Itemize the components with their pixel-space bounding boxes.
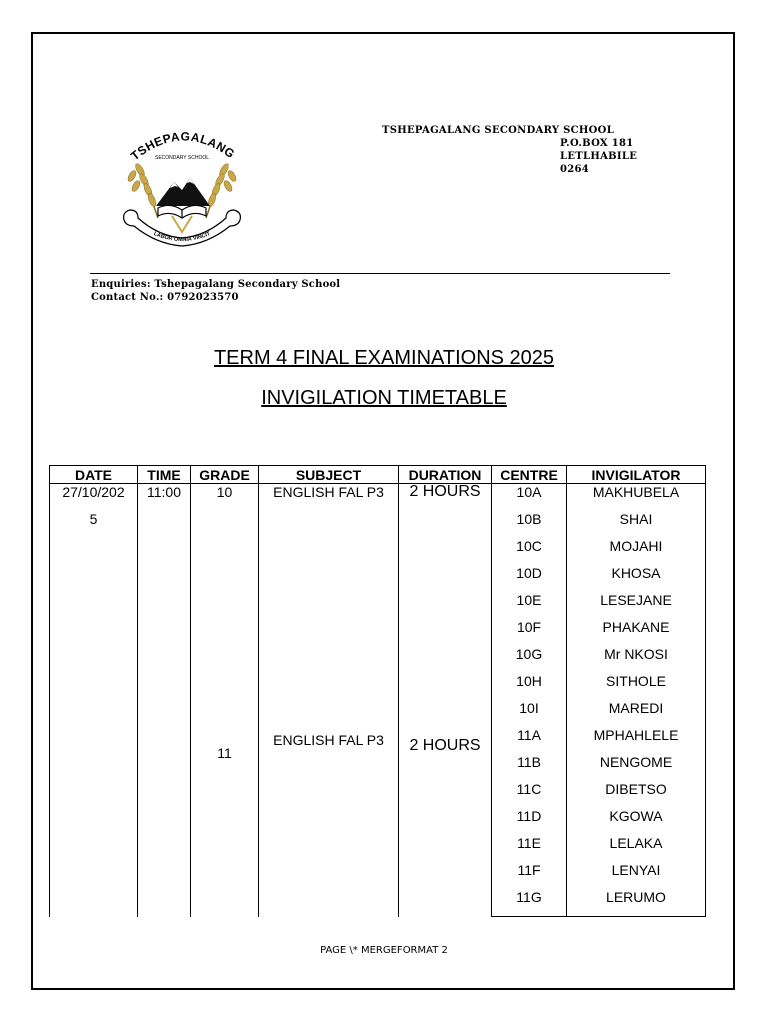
invigilator-cell: Mr NKOSI [567, 646, 706, 673]
enquiries-line: Enquiries: Tshepagalang Secondary School [91, 279, 341, 290]
page-footer: PAGE \* MERGEFORMAT 2 [320, 945, 448, 956]
col-header-centre: CENTRE [492, 466, 567, 484]
invigilator-cell: LESEJANE [567, 592, 706, 619]
mountain-icon [156, 178, 210, 206]
invigilator-cell: DIBETSO [567, 781, 706, 808]
invigilator-cell: MAKHUBELA [567, 484, 706, 512]
duration-11-cell [399, 727, 492, 917]
invigilator-cell: KGOWA [567, 808, 706, 835]
invigilator-cell: LERUMO [567, 889, 706, 917]
duration-10-cell [399, 484, 492, 728]
invigilator-cell: PHAKANE [567, 619, 706, 646]
invigilation-table [49, 465, 706, 917]
page-subtitle: INVIGILATION TIMETABLE [261, 387, 507, 409]
centre-cell: 10G [492, 646, 567, 673]
address-line-2: LETLHABILE [560, 151, 638, 162]
table-row [50, 484, 706, 512]
duration-11: 2 HOURS [409, 737, 481, 754]
subject-11-cell [259, 727, 399, 917]
centre-cell: 10A [492, 484, 567, 512]
invigilator-cell: MAREDI [567, 700, 706, 727]
contact-block [91, 278, 340, 304]
school-logo [118, 128, 246, 250]
col-header-date: DATE [50, 466, 138, 484]
col-header-grade: GRADE [191, 466, 259, 484]
centre-cell: 10E [492, 592, 567, 619]
invigilator-cell: LELAKA [567, 835, 706, 862]
invigilator-cell: SHAI [567, 511, 706, 538]
table-header-row [50, 466, 706, 484]
address-lines [382, 137, 682, 176]
centre-cell: 11F [492, 862, 567, 889]
grade-10-cell: 10 [191, 484, 259, 728]
col-header-time: TIME [138, 466, 191, 484]
col-header-invigilator: INVIGILATOR [567, 466, 706, 484]
logo-sub-text: SECONDARY SCHOOL [155, 155, 209, 161]
subject-11: ENGLISH FAL P3 [273, 732, 384, 748]
time-cell: 11:00 [138, 484, 191, 917]
contact-line: Contact No.: 0792023570 [91, 292, 239, 303]
duration-10: 2 HOURS [409, 483, 481, 500]
logo-arc-text: TSHEPAGALANG [128, 129, 238, 164]
date-line-2: 5 [89, 511, 98, 527]
address-line-1: P.O.BOX 181 [560, 138, 634, 149]
open-book-icon [158, 205, 206, 218]
centre-cell: 11B [492, 754, 567, 781]
subject-10-cell: ENGLISH FAL P3 [259, 484, 399, 728]
school-address-block [382, 124, 682, 176]
grade-11: 11 [217, 745, 232, 761]
logo-motto-text: LABOR OMNIA VINCIT [152, 230, 212, 244]
centre-cell: 10F [492, 619, 567, 646]
header-divider [90, 273, 670, 274]
centre-cell: 11E [492, 835, 567, 862]
centre-cell: 11D [492, 808, 567, 835]
col-header-duration: DURATION [399, 466, 492, 484]
centre-cell: 11C [492, 781, 567, 808]
col-header-subject: SUBJECT [259, 466, 399, 484]
date-line-1: 27/10/202 [62, 484, 125, 500]
invigilator-cell: SITHOLE [567, 673, 706, 700]
centre-cell: 10D [492, 565, 567, 592]
grade-11-cell [191, 727, 259, 917]
page-title: TERM 4 FINAL EXAMINATIONS 2025 [213, 347, 555, 369]
date-cell [50, 484, 138, 917]
invigilator-cell: NENGOME [567, 754, 706, 781]
centre-cell: 10C [492, 538, 567, 565]
centre-cell: 11A [492, 727, 567, 754]
centre-cell: 10H [492, 673, 567, 700]
school-name: TSHEPAGALANG SECONDARY SCHOOL [382, 125, 615, 136]
centre-cell: 10B [492, 511, 567, 538]
invigilator-cell: MOJAHI [567, 538, 706, 565]
address-line-3: 0264 [560, 164, 590, 175]
invigilator-cell: LENYAI [567, 862, 706, 889]
centre-cell: 10I [492, 700, 567, 727]
invigilator-cell: MPHAHLELE [567, 727, 706, 754]
invigilator-cell: KHOSA [567, 565, 706, 592]
centre-cell: 11G [492, 889, 567, 917]
